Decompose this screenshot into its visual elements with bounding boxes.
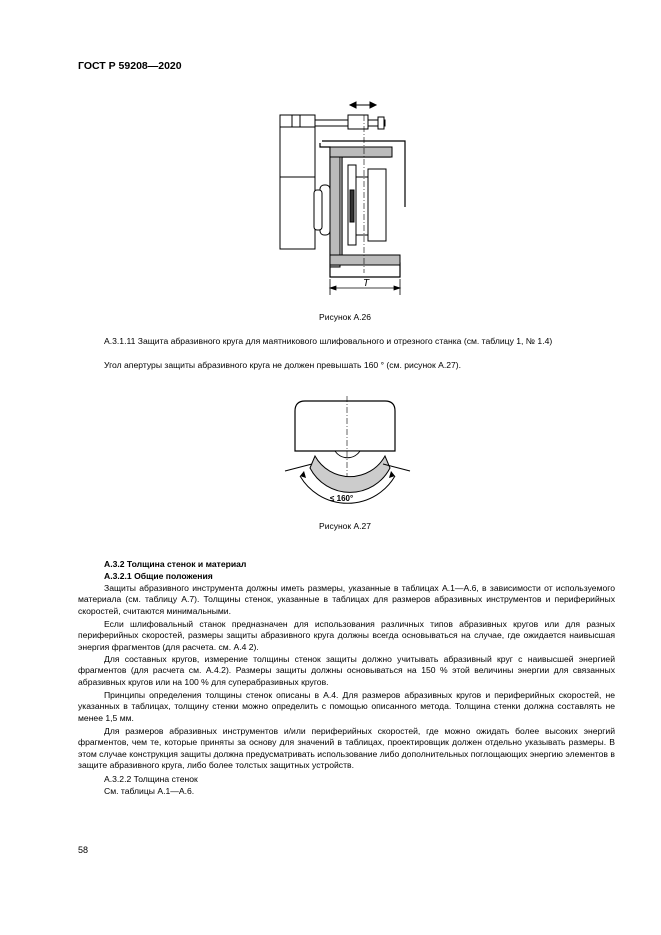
section-a3-2-1-heading: А.3.2.1 Общие положения: [104, 571, 213, 581]
section-a3-2-2-heading: А.3.2.2 Толщина стенок: [104, 774, 198, 784]
figure-a26-drawing: [270, 95, 410, 297]
figure-a27-drawing: [280, 396, 415, 511]
paragraph-3: Для составных кругов, измерение толщины стенок защиты должно учитывать абразивный круг с наивысшей энергией фрагментов (для расчета см. А.4.2). Размеры защиты должны основываться на 150 % этой величины энергии для связанных абразивных кругов или на 100 % для суперабразивных кругов.: [78, 654, 615, 687]
paragraph-5: Для размеров абразивных инструментов и/или периферийных скоростей, где можно ожидать более высоких энергий фрагментов, чем те, которые приняты за основу для значений в таблицах, проектировщик должен отдельно указывать размеры. В этом случае конструкция защиты должна предусматривать использование либо дополнительных поглощающих энергию элементов в защите абразивного круга, либо более толстых защитных устройств.: [78, 726, 615, 771]
paragraph-2: Если шлифовальный станок предназначен для использования различных типов абразивных кругов или для разных периферийных скоростей, размеры защиты абразивного круга должны всегда основываться на случае, где ожидается наивысшая энергия фрагментов (для расчета. см. А.4 2).: [78, 619, 615, 652]
paragraph-1: Защиты абразивного инструмента должны иметь размеры, указанные в таблицах А.1—А.6, в зависимости от используемого материала (см. таблицу А.7). Толщины стенок, указанные в таблицах для размеров абразивных инструментов и периферийных скоростей, считаются минимальными.: [78, 583, 615, 616]
dimension-label-t: T: [363, 278, 370, 289]
document-header: ГОСТ Р 59208—2020: [78, 60, 182, 72]
paragraph-4: Принципы определения толщины стенок описаны в А.4. Для размеров абразивных кругов и периферийных скоростей, не указанных в таблицах, толщину стенки можно определить с помощью описанного метода. Толщина стенки должна составлять не менее 1,5 мм.: [78, 690, 615, 723]
figure-a27-caption: Рисунок А.27: [319, 521, 371, 531]
section-a3-1-11-text: Угол апертуры защиты абразивного круга не должен превышать 160 ° (см. рисунок А.27).: [104, 360, 462, 370]
section-a3-1-11-title: А.3.1.11 Защита абразивного круга для маятникового шлифовального и отрезного станка (см. таблицу 1, № 1.4): [104, 336, 553, 346]
section-a3-2-2-text: См. таблицы А.1—А.6.: [104, 786, 195, 796]
figure-a26-caption: Рисунок А.26: [319, 312, 371, 322]
section-a3-2-heading: А.3.2 Толщина стенок и материал: [104, 559, 247, 569]
angle-label: ≤ 160°: [330, 494, 354, 503]
page-number: 58: [78, 845, 89, 855]
